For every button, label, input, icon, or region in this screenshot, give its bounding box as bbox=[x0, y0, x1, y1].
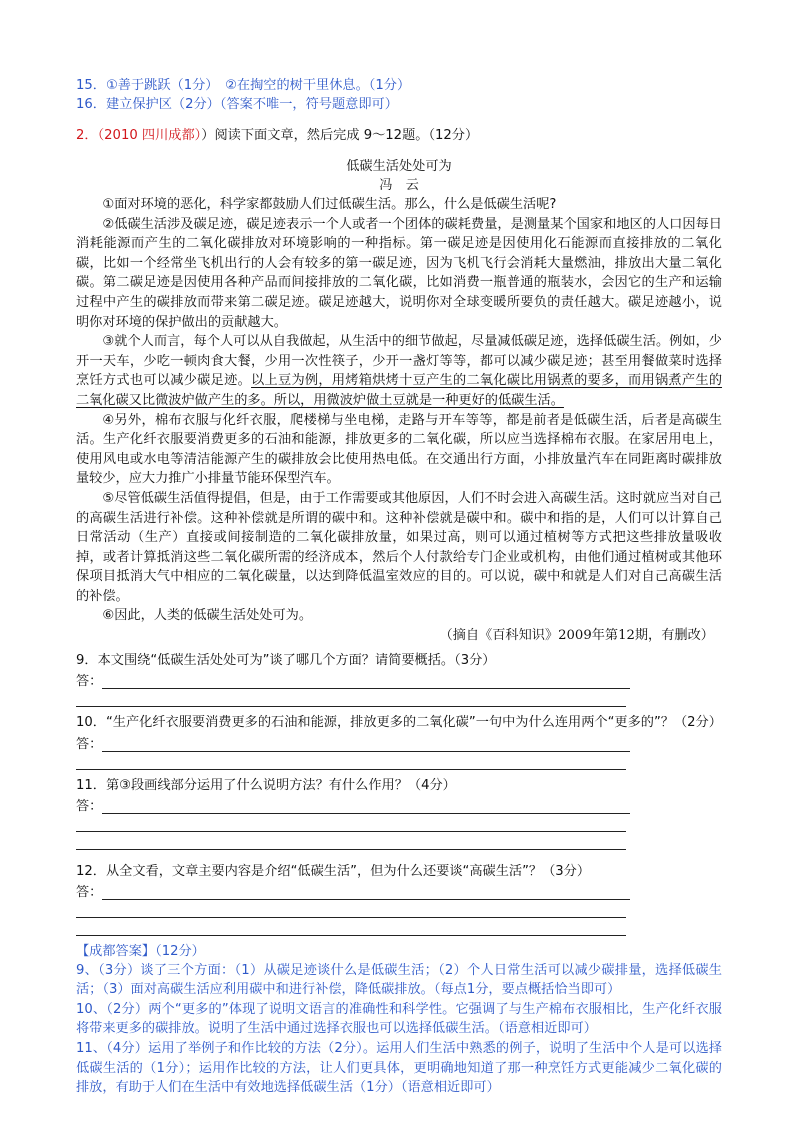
article-paragraph-2: ②低碳生活涉及碳足迹，碳足迹表示一个人或者一个团体的碳耗费量，是测量某个国家和地区的人口因每日消耗能源而产生的二氧化碳排放对环境影响的一种指标。第一碳足迹是因使用化石能源而直接排放的二氧化碳，比如一个经常坐飞机出行的人会有较多的第一碳足迹，因为飞机飞行会消耗大量燃油，排放出大量二氧化碳。第二碳足迹是因使用各种产品而间接排放的二氧化碳，比如消费一瓶普通的瓶装水，会因它的生产和运输过程中产生的碳排放而带来第二碳足迹。碳足迹越大，说明你对全球变暖所要负的责任越大。碳足迹越小，说明你对环境的保护做出的贡献越大。 bbox=[76, 216, 722, 330]
document-page bbox=[76, 76, 722, 1098]
question-header bbox=[76, 126, 722, 145]
answer-q16: 16．建立保护区（2分）（答案不唯一，符号题意即可） bbox=[76, 97, 398, 112]
article-citation: （摘自《百科知识》2009年第12期，有删改） bbox=[439, 628, 714, 644]
answer-row-11 bbox=[76, 795, 722, 814]
answer-key-10: 10、（2分）两个“更多的”体现了说明文语言的准确性和科学性。它强调了与生产棉布衣服相比，生产化纤衣服将带来更多的碳排放。说明了生活中通过选择衣服也可以选择低碳生活。（语意相近即可） bbox=[76, 1001, 722, 1037]
question-9: 9．本文围绕“低碳生活处处可为”谈了哪几个方面？请简要概括。（3分） bbox=[76, 653, 496, 669]
article-paragraph-5: ⑤尽管低碳生活值得提倡，但是，由于工作需要或其他原因，人们不时会进入高碳生活。这时就应当对自己的高碳生活进行补偿。这种补偿就是所谓的碳中和。这种补偿就是碳中和。碳中和指的是，人们可以计算自己日常活动（生产）直接或间接制造的二氧化碳排放量，如果过高，则可以通过植树等方式把这些排放量吸收掉，或者计算抵消这些二氧化碳所需的经济成本，然后个人付款给专门企业或机构，由他们通过植树或其他环保项目抵消大气中相应的二氧化碳量，以达到降低温室效应的目的。可以说，碳中和就是人们对自己高碳生活的补偿。 bbox=[76, 490, 722, 604]
answer-label: 答： bbox=[76, 884, 103, 900]
answer-label: 答： bbox=[76, 674, 103, 690]
answer-line-12c[interactable] bbox=[76, 918, 626, 936]
source-link[interactable]: 四川成都 bbox=[141, 128, 195, 143]
answer-label: 答： bbox=[76, 736, 103, 752]
article-paragraph-4: ④另外，棉布衣服与化纤衣服，爬楼梯与坐电梯，走路与开车等等，都是前者是低碳生活，后者是高碳生活。生产化纤衣服要消费更多的石油和能源，排放更多的二氧化碳，所以应当选择棉布衣服。在家居用电上，使用风电或水电等清洁能源产生的碳排放会比使用热电低。在交通出行方面，小排放量汽车在同距离时碳排放量较少，应大力推广小排量节能环保型汽车。 bbox=[76, 412, 722, 487]
article-paragraph-1: ①面对环境的恶化，科学家都鼓励人们过低碳生活。那么，什么是低碳生活呢? bbox=[102, 197, 557, 212]
answer-row-12 bbox=[76, 881, 722, 900]
answer-line-12[interactable] bbox=[102, 886, 630, 900]
answer-line-10b[interactable] bbox=[76, 752, 626, 770]
answer-key-11: 11、（4分）运用了举例子和作比较的方法（2分）。运用人们生活中熟悉的例子，说明了生活中个人是可以选择低碳生活的（1分）；运用作比较的方法，让人们更具体，更明确地知道了那一种烹饪方式更能减少二氧化碳的排放，有助于人们在生活中有效地选择低碳生活（1分）（语意相近即可） bbox=[76, 1041, 722, 1096]
article-paragraph-3 bbox=[76, 332, 722, 410]
paragraph-3-text: ③就个人而言，每个人可以从自我做起，从生活中的细节做起，尽量减低碳足迹，选择低碳生活。例如，少开一天车，少吃一顿肉食大餐，少用一次性筷子，少开一盏灯等等，都可以减少碳足迹；甚至用餐做菜时选择烹饪方式也可以减少碳足迹。 bbox=[76, 334, 722, 389]
question-12: 12．从全文看，文章主要内容是介绍“低碳生活”，但为什么还要谈“高碳生活”？（3分） bbox=[76, 863, 591, 879]
answer-line-10[interactable] bbox=[102, 738, 630, 752]
answer-line-9[interactable] bbox=[102, 675, 630, 689]
answer-key-heading: 【成都答案】（12分） bbox=[76, 943, 205, 959]
answer-row-10 bbox=[76, 733, 722, 752]
answer-line-11[interactable] bbox=[102, 800, 630, 814]
paragraph-3-underlined: 以上豆为例，用烤箱烘烤十豆产生的二氧化碳比用锅煮的要多，而用锅煮产生的二氧化碳又比微波炉做产生的多。所以，用微波炉做土豆就是一种更好的低碳生活。 bbox=[76, 373, 723, 408]
answer-q15: 15．①善于跳跃（1分） ②在掏空的树干里休息。（1分） bbox=[76, 78, 411, 93]
answer-line-9b[interactable] bbox=[76, 689, 626, 707]
answer-key-9: 9、（3分）谈了三个方面：（1）从碳足迹谈什么是低碳生活；（2）个人日常生活可以减少碳排量，选择低碳生活；（3）面对高碳生活应利用碳中和进行补偿，降低碳排放。（每点1分，要点概括恰当即可） bbox=[76, 962, 722, 998]
article-paragraph-6: ⑥因此，人类的低碳生活处处可为。 bbox=[102, 608, 313, 624]
header-paren: ） bbox=[194, 128, 202, 143]
answer-row-9 bbox=[76, 670, 722, 689]
question-10: 10．“生产化纤衣服要消费更多的石油和能源，排放更多的二氧化碳”一句中为什么连用两个“更多的”？（2分） bbox=[76, 715, 722, 731]
question-11: 11．第③段画线部分运用了什么说明方法？有什么作用？（4分） bbox=[76, 777, 456, 793]
article-author: 冯 云 bbox=[379, 178, 419, 193]
article-title: 低碳生活处处可为 bbox=[346, 159, 452, 174]
answer-label: 答： bbox=[76, 798, 103, 814]
header-suffix: ）阅读下面文章，然后完成 9～12题。（12分） bbox=[201, 128, 479, 143]
answer-line-11b[interactable] bbox=[76, 814, 626, 832]
header-prefix: 2．（2010 bbox=[76, 128, 142, 143]
answer-line-12b[interactable] bbox=[76, 900, 626, 918]
answer-line-11c[interactable] bbox=[76, 832, 626, 850]
